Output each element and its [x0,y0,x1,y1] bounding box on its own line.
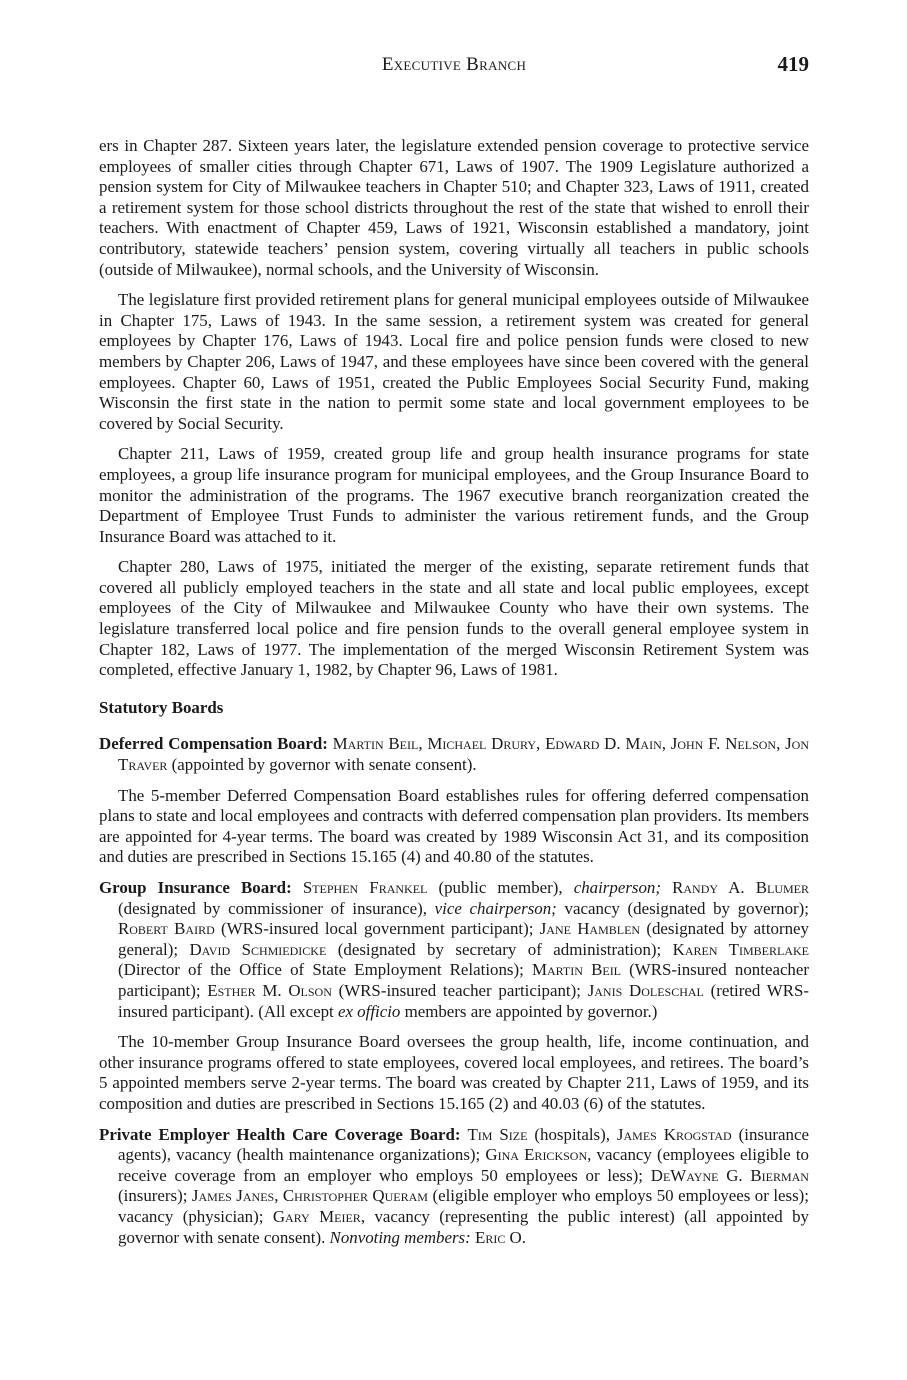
member-role: , vacancy (employees eligible to receive coverage from an employer who employs 50 employees or less); [118,1145,809,1185]
member-name: Karen Timberlake [672,939,809,959]
member-role: (public member), [427,878,574,897]
member-role: (insurance agents), vacancy (health maintenance organizations); [118,1124,809,1165]
private-employer-board-entry [99,1125,809,1249]
member-name: James Janes, Christopher Queram [191,1186,428,1206]
member-name: Tim Size [467,1124,528,1144]
paragraph-pension-history: ers in Chapter 287. Sixteen years later, the legislature extended pension coverage to protective service employees of smaller cities through Chapter 671, Laws of 1907. The 1909 Legislature authorized a pension system for City of Milwaukee teachers in Chapter 510; and Chapter 323, Laws of 1911, created a retirement system for those school districts throughout the rest of the state that wished to enroll their teachers. With enactment of Chapter 459, Laws of 1921, Wisconsin established a mandatory, joint contributory, statewide teachers’ pension system, covering virtually all teachers in public schools (outside of Milwaukee), normal schools, and the University of Wisconsin. [99,136,809,279]
officer-title: chairperson; [573,878,661,897]
member-name: Randy A. Blumer [672,878,809,897]
member-name: Jane Hamblen [539,919,641,939]
member-role: vacancy (designated by governor); [556,898,809,918]
member-name: Eric O. [475,1227,526,1247]
member-name: David Schmiedicke [189,939,327,959]
member-role: (designated by attorney general); [118,919,809,959]
document-page [99,40,809,1258]
member-role: (eligible employer who employs 50 employees or less); vacancy (physician); [118,1186,809,1226]
member-role: (insurers); [118,1186,192,1206]
member-name: James Krogstad [616,1124,732,1144]
section-heading: Statutory Boards [99,697,224,717]
page-header [99,40,809,80]
member-name: DeWayne G. Bierman [650,1165,809,1185]
member-role: (designated by secretary of administration); [326,939,673,959]
appointment-note: (appointed by governor with senate consent). [167,755,477,775]
appointment-note: members are appointed by governor.) [400,1001,658,1021]
member-role: (designated by commissioner of insurance), [118,898,435,918]
member-name: Stephen Frankel [302,878,428,897]
member-role: (WRS-insured teacher participant); [331,980,588,1000]
group-insurance-board-description: The 10-member Group Insurance Board oversees the group health, life, income continuation, and other insurance programs offered to state employees, covered local employees, and retirees. The board’s 5 appointed members serve 2-year terms. The board was created by Chapter 211, Laws of 1959, and its composition and duties are prescribed in Sections 15.165 (2) and 40.03 (6) of the statutes. [99,1032,809,1113]
paragraph-merger: Chapter 280, Laws of 1975, initiated the merger of the existing, separate retirement funds that covered all publicly employed teachers in the state and all state and local public employees, except employees of the City of Milwaukee and Milwaukee County who have their own systems. The legislature transferred local police and fire pension funds to the overall general employee system in Chapter 182, Laws of 1977. The implementation of the merged Wisconsin Retirement System was completed, effective January 1, 1982, by Chapter 96, Laws of 1981. [99,557,809,680]
member-name: Martin Beil [531,960,622,980]
latin-term: ex officio [337,1001,401,1021]
member-name: Robert Baird [118,919,215,939]
officer-title: vice chairperson; [434,898,557,918]
member-name: Esther M. Olson [207,980,332,1000]
running-head: Executive Branch [381,54,527,75]
paragraph-municipal-retirement: The legislature first provided retirement plans for general municipal employees outside of Milwaukee in Chapter 175, Laws of 1943. In the same session, a retirement system was created for general employees by Chapter 176, Laws of 1943. Local fire and police pension funds were closed to new members by Chapter 206, Laws of 1947, and these employees have since been covered with the general employees. Chapter 60, Laws of 1951, created the Public Employees Social Security Fund, making Wisconsin the first state in the nation to permit some state and local government employees to be covered by Social Security. [99,290,809,433]
member-name: Gina Erickson [485,1145,588,1165]
page-number: 419 [777,52,809,76]
group-insurance-board-entry [99,878,809,1022]
document-body [99,136,809,1248]
deferred-compensation-board-description: The 5-member Deferred Compensation Board establishes rules for offering deferred compensation plans to state and local employees and contracts with deferred compensation plan providers. Its members are appointed for 4-year terms. The board was created by 1989 Wisconsin Act 31, and its composition and duties are prescribed in Sections 15.165 (4) and 40.80 of the statutes. [99,785,809,867]
member-names: Martin Beil, Michael Drury, Edward D. Main, John F. Nelson, Jon Traver [118,734,809,775]
member-role: (WRS-insured nonteacher participant); [118,960,810,1000]
paragraph-group-insurance-history: Chapter 211, Laws of 1959, created group life and group health insurance programs for state employees, a group life insurance program for municipal employees, and the Group Insurance Board to monitor the administration of the programs. The 1967 executive branch reorganization created the Department of Employee Trust Funds to administer the various retirement funds, and the Group Insurance Board was attached to it. [99,444,809,546]
member-role: , vacancy (representing the public interest) (all appointed by governor with senate consent). [118,1206,809,1247]
member-role: (hospitals), [527,1124,617,1144]
member-name: Janis Doleschal [587,980,704,1000]
member-name: Gary Meier [272,1206,361,1226]
board-name: Deferred Compensation Board: [99,734,328,754]
board-name: Group Insurance Board: [99,878,292,897]
member-role: (Director of the Office of State Employment Relations); [118,960,532,980]
deferred-compensation-board-entry [99,734,809,775]
member-role: (retired WRS-insured participant). (All except [118,980,809,1021]
nonvoting-label: Nonvoting members: [329,1227,471,1247]
member-role: (WRS-insured local government participant); [214,919,540,939]
board-name: Private Employer Health Care Coverage Board: [99,1124,461,1144]
